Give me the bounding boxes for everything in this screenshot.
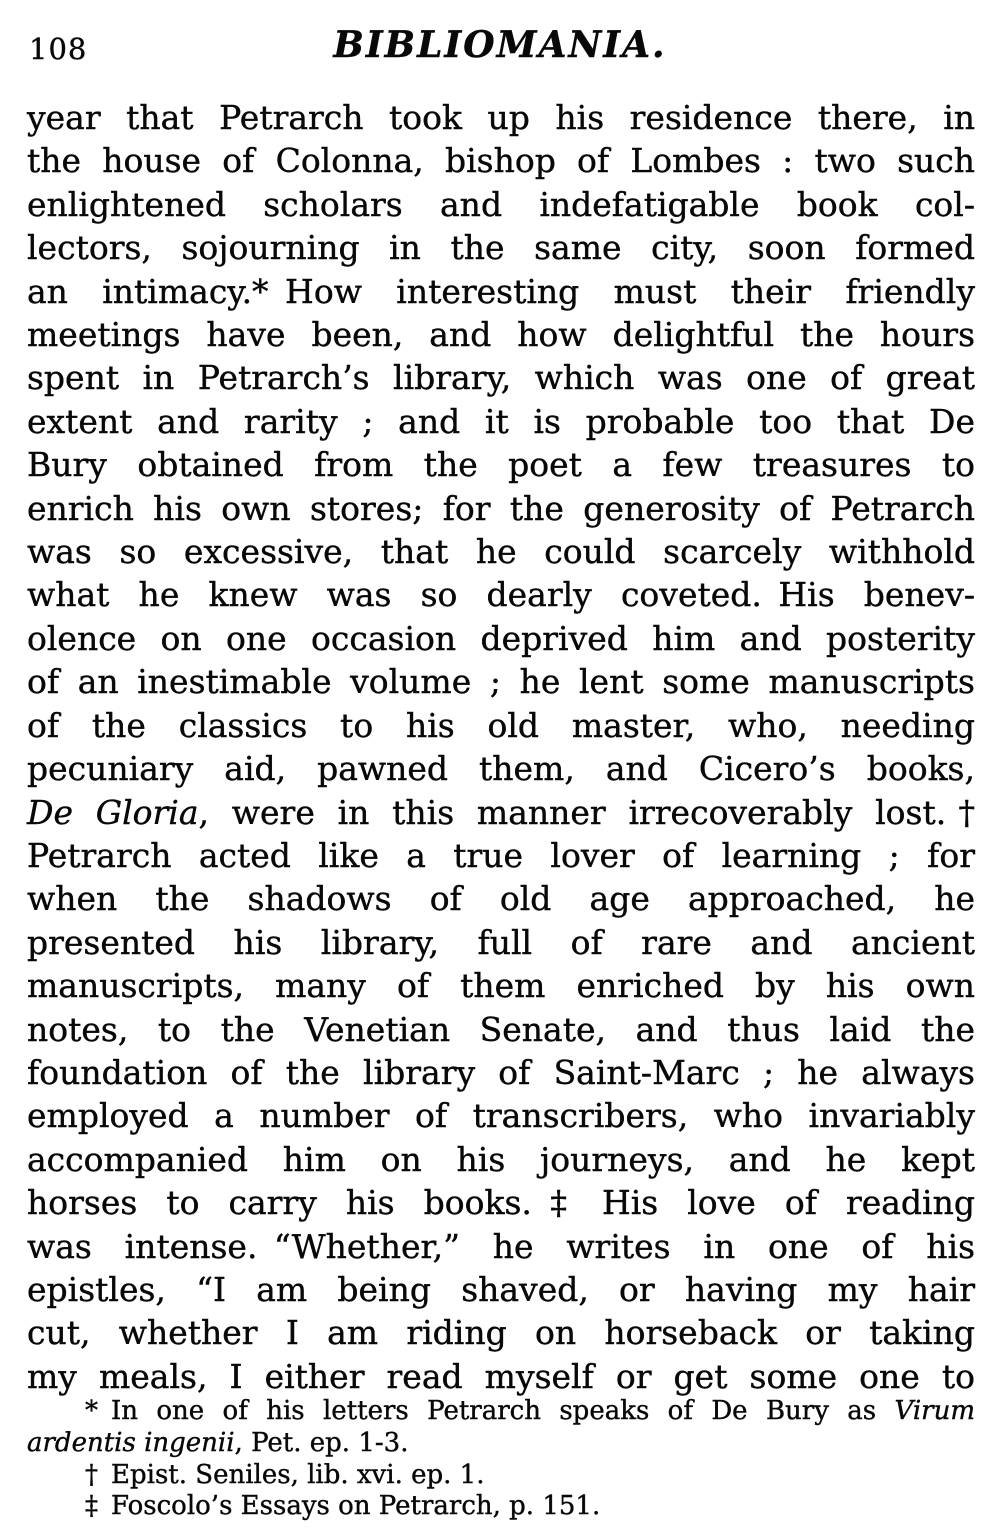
text-segment: meetings have been, and how delightful the hours bbox=[27, 315, 975, 355]
text-segment: presented his library, full of rare and ancient bbox=[27, 922, 975, 962]
text-segment: , Pet. ep. 1-3. bbox=[234, 1427, 409, 1458]
text-segment: accompanied him on his journeys, and he kept bbox=[27, 1139, 975, 1179]
text-segment: an intimacy.* How interesting must their friendly bbox=[27, 271, 975, 311]
text-line bbox=[27, 1268, 975, 1311]
text-line bbox=[27, 1355, 975, 1398]
text-line bbox=[27, 226, 975, 269]
text-line bbox=[27, 313, 975, 356]
footnotes bbox=[27, 1396, 975, 1523]
text-segment: year that Petrarch took up his residence there, in bbox=[27, 98, 975, 137]
text-segment: employed a number of transcribers, who invariably bbox=[27, 1096, 975, 1136]
text-segment: of an inestimable volume ; he lent some manuscripts bbox=[27, 662, 975, 702]
text-line bbox=[27, 747, 975, 790]
text-line bbox=[27, 877, 975, 920]
text-segment: Bury obtained from the poet a few treasures to bbox=[27, 445, 975, 485]
text-line bbox=[27, 530, 975, 573]
text-segment: of the classics to his old master, who, needing bbox=[27, 705, 975, 745]
body-text bbox=[27, 96, 975, 1398]
text-segment: enlightened scholars and indefatigable book col- bbox=[27, 184, 975, 224]
text-line bbox=[27, 1051, 975, 1094]
text-segment: horses to carry his books.‡ His love of reading bbox=[27, 1183, 975, 1223]
text-line bbox=[27, 270, 975, 313]
text-segment: foundation of the library of Saint-Marc ; he always bbox=[27, 1052, 975, 1092]
text-segment: extent and rarity ; and it is probable too that De bbox=[27, 401, 975, 441]
text-segment: when the shadows of old age approached, he bbox=[27, 879, 975, 919]
running-title: BIBLIOMANIA. bbox=[333, 24, 667, 66]
italic-text-segment: De Gloria bbox=[27, 792, 199, 832]
text-segment: ‡ Foscolo’s Essays on Petrarch, p. 151. bbox=[85, 1491, 601, 1522]
text-segment: epistles, “I am being shaved, or having my hair bbox=[27, 1269, 975, 1309]
footnote-line bbox=[27, 1460, 975, 1492]
italic-text-segment: ardentis ingenii bbox=[27, 1427, 235, 1458]
text-segment: , were in this manner irrecoverably lost.† bbox=[198, 792, 975, 832]
text-segment: spent in Petrarch’s library, which was one of great bbox=[27, 358, 975, 398]
text-segment: my meals, I either read myself or get some one to bbox=[27, 1356, 975, 1396]
text-line bbox=[27, 1181, 975, 1224]
page-header bbox=[27, 24, 973, 68]
text-line bbox=[27, 660, 975, 703]
text-line bbox=[27, 704, 975, 747]
text-line bbox=[27, 1311, 975, 1354]
text-line bbox=[27, 96, 975, 139]
text-line bbox=[27, 573, 975, 616]
text-line bbox=[27, 356, 975, 399]
text-segment: * In one of his letters Petrarch speaks of De Bury as bbox=[85, 1396, 895, 1426]
footnote-line bbox=[27, 1396, 975, 1428]
text-line bbox=[27, 487, 975, 530]
text-line bbox=[27, 183, 975, 226]
text-segment: † Epist. Seniles, lib. xvi. ep. 1. bbox=[85, 1459, 485, 1490]
text-line bbox=[27, 921, 975, 964]
text-line bbox=[27, 400, 975, 443]
text-segment: cut, whether I am riding on horseback or taking bbox=[27, 1313, 975, 1353]
text-line bbox=[27, 834, 975, 877]
page-number: 108 bbox=[29, 32, 88, 66]
text-segment: Petrarch acted like a true lover of learning ; for bbox=[27, 835, 975, 875]
text-segment: the house of Colonna, bishop of Lombes : two such bbox=[27, 141, 975, 181]
text-line bbox=[27, 1094, 975, 1137]
italic-text-segment: Virum bbox=[894, 1396, 975, 1426]
text-segment: pecuniary aid, pawned them, and Cicero’s books, bbox=[27, 749, 975, 789]
text-segment: manuscripts, many of them enriched by his own bbox=[27, 966, 975, 1006]
text-line bbox=[27, 1138, 975, 1181]
text-line bbox=[27, 1008, 975, 1051]
text-segment: what he knew was so dearly coveted. His benev- bbox=[27, 575, 975, 615]
text-segment: olence on one occasion deprived him and posterity bbox=[27, 618, 975, 658]
footnote-line bbox=[27, 1491, 975, 1523]
text-segment: was so excessive, that he could scarcely withhold bbox=[27, 532, 975, 572]
footnote-line bbox=[27, 1428, 975, 1460]
text-line bbox=[27, 964, 975, 1007]
text-segment: lectors, sojourning in the same city, soon formed bbox=[27, 228, 975, 268]
text-line bbox=[27, 443, 975, 486]
text-line bbox=[27, 1225, 975, 1268]
text-segment: was intense. “Whether,” he writes in one of his bbox=[27, 1226, 975, 1266]
text-segment: notes, to the Venetian Senate, and thus laid the bbox=[27, 1009, 975, 1049]
text-line bbox=[27, 139, 975, 182]
text-line bbox=[27, 791, 975, 834]
text-segment: enrich his own stores; for the generosity of Petrarch bbox=[27, 488, 975, 528]
text-line bbox=[27, 617, 975, 660]
